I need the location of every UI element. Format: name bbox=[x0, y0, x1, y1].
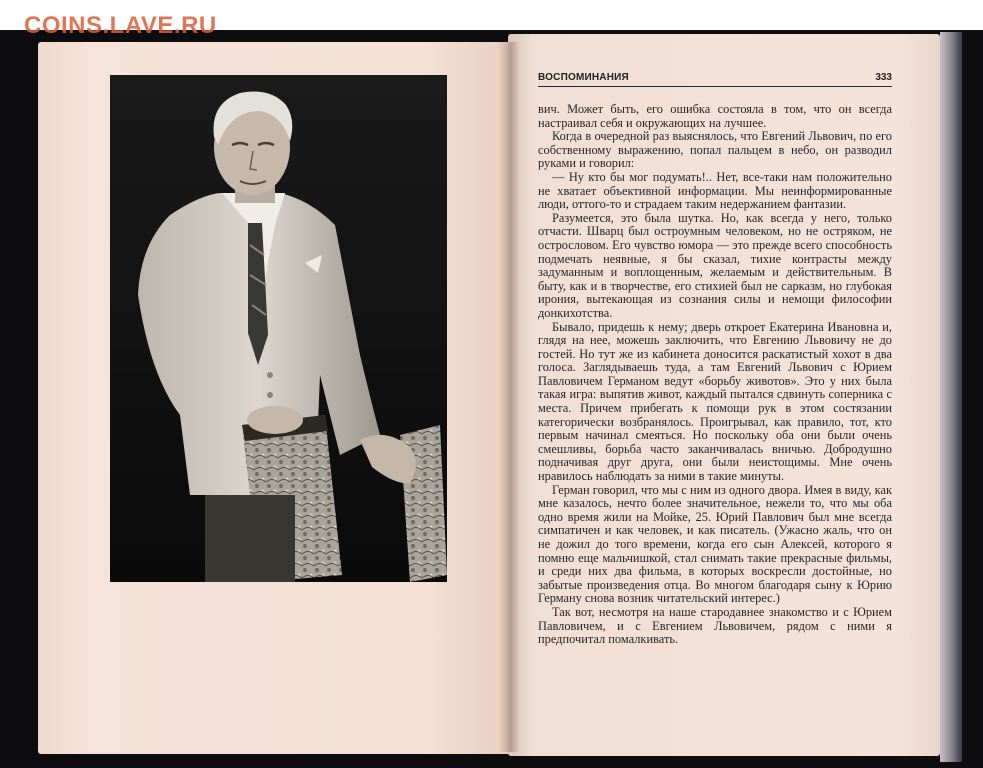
site-watermark: COINS.LAVE.RU bbox=[24, 12, 217, 39]
body-text bbox=[538, 103, 892, 647]
paragraph: Когда в очередной раз выяснялось, что Евгений Львович, по его собственному выражению, попал пальцем в небо, он разводил руками и говорил: bbox=[538, 129, 892, 171]
paragraph: вич. Может быть, его ошибка состояла в том, что он всегда настраивал себя и окружающих на лучшее. bbox=[538, 102, 892, 130]
book-spine bbox=[498, 42, 520, 752]
paragraph: Герман говорил, что мы с ним из одного двора. Имея в виду, как мне казалось, нечто более значительное, нежели то, что мы оба одно время жили на Мойке, 25. Юрий Павлович был мне всегда симпатичен и как человек, и как писатель. (Ужасно жаль, что он не дожил до того времени, когда его сын Алексей, которого я помню еще мальчишкой, стал снимать такие прекрасные фильмы, и среди них два фильма, в которых воскресли достойные, но забытые произведения отца. Во многом благодаря сыну к Юрию Герману снова возник читательский интерес.) bbox=[538, 482, 892, 606]
book-cover-edge bbox=[940, 32, 962, 762]
portrait-photo-image bbox=[110, 75, 447, 582]
paragraph: Бывало, придешь к нему; дверь откроет Екатерина Ивановна и, глядя на нее, можешь заключить, что Евгению Львовичу не до гостей. Но тут же из кабинета доносится раскатистый хохот в два голоса. Заглядываешь туда, а там Евгений Львович с Юрием Павловичем Германом ведут «борьбу животов». Это у них была такая игра: выпятив живот, каждый пытался сдвинуть соперника с места. Причем прибегать к помощи рук в этом состязании категорически возбранялось. Проигрывал, как правило, тот, кто первым начинал смеяться. Но поскольку оба они были очень смешливы, борьба часто заканчивалась вничью. Добродушно подначивая друг друга, они были неистощимы. Мне очень нравилось наблюдать за ними в такие минуты. bbox=[538, 319, 892, 484]
section-title: ВОСПОМИНАНИЯ bbox=[538, 72, 629, 83]
running-header bbox=[538, 72, 892, 87]
page-number: 333 bbox=[875, 72, 892, 83]
portrait-photo bbox=[110, 75, 447, 582]
paragraph: Разумеется, это была шутка. Но, как всегда у него, только отчасти. Шварц был остроумным человеком, но не остряком, не острословом. Его чувство юмора — это прежде всего способность подмечать неявные, я бы сказал, тихие контрасты между задуманным и воплощенным, желаемым и действительным. В быту, как и в творчестве, его стихией был не сарказм, но глубокая ирония, вытекающая из сознания силы и немощи философии донкихотства. bbox=[538, 210, 892, 320]
paragraph: — Ну кто бы мог подумать!.. Нет, все-таки нам положительно не хватает объективной информации. Мы неинформированные люди, оттого-то и страдаем таким недержанием фантазии. bbox=[538, 169, 892, 212]
paragraph: Так вот, несмотря на наше стародавнее знакомство и с Юрием Павловичем, и с Евгением Львовичем, рядом с ними я предпочитал помалкивать. bbox=[538, 604, 892, 647]
